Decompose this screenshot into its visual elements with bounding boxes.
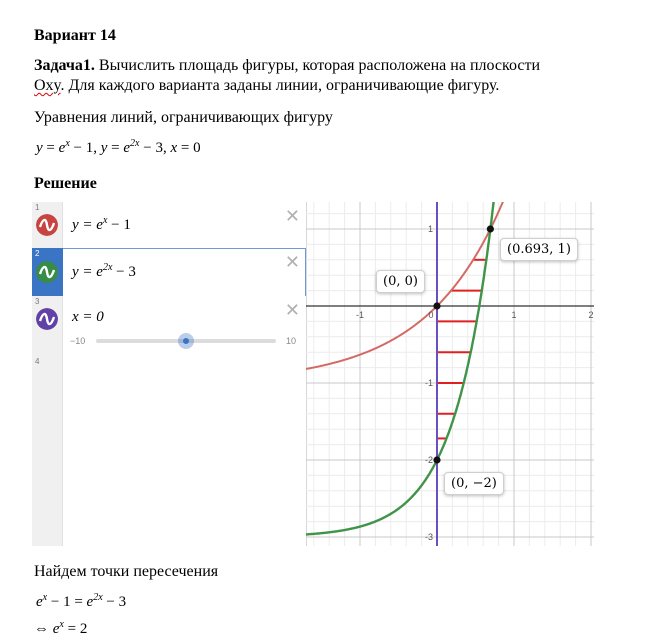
curve-red-icon bbox=[36, 214, 58, 236]
expression-row-2[interactable]: 2 $y = e^{2x} - 3$ ✕ bbox=[32, 248, 306, 297]
intersection-point-1[interactable] bbox=[433, 302, 440, 309]
point-label-lower[interactable]: (0, −2) bbox=[444, 472, 504, 495]
expression-2: $y = e^{2x} - 3$ bbox=[72, 262, 136, 280]
y-tick-1: 1 bbox=[427, 224, 433, 234]
curve-purple-icon bbox=[36, 308, 58, 330]
slider-min-label: −10 bbox=[70, 336, 86, 346]
expression-3: x = 0 bbox=[72, 309, 104, 325]
equations-line: $y = e^x - 1$, $y = e^{2x} - 3$, x = 0 bbox=[36, 138, 201, 156]
delete-expression-1-icon[interactable]: ✕ bbox=[284, 206, 300, 226]
expression-row-1[interactable]: 1 $y = e^x - 1$ ✕ bbox=[32, 202, 306, 249]
delete-expression-3-icon[interactable]: ✕ bbox=[284, 300, 300, 320]
task-oxy: Oxy bbox=[34, 77, 61, 94]
x-tick-2: 2 bbox=[588, 310, 594, 320]
y-tick-neg3: -3 bbox=[424, 532, 433, 542]
point-label-upper[interactable]: (0.693, 1) bbox=[500, 238, 578, 261]
x-tick-neg1: -1 bbox=[355, 310, 365, 320]
y-tick-neg1: -1 bbox=[424, 378, 433, 388]
intersection-point-2[interactable] bbox=[487, 225, 494, 232]
expression-row-3[interactable]: 3 x = 0 ✕ bbox=[32, 296, 306, 357]
equations-intro: Уравнения линий, ограничивающих фигуру bbox=[34, 109, 333, 126]
intersections-eq-1: $e^x - 1 = e^{2x} - 3$ bbox=[36, 592, 127, 610]
slider-max-label: 10 bbox=[286, 336, 297, 346]
intersection-points bbox=[433, 225, 494, 463]
intersection-point-3[interactable] bbox=[433, 456, 440, 463]
intersections-title: Найдем точки пересечения bbox=[34, 563, 219, 580]
intersections-eq-2: ⇔ $e^x = 2$ bbox=[34, 619, 88, 637]
curve-green-icon bbox=[36, 261, 58, 283]
x-tick-1: 1 bbox=[511, 310, 517, 320]
task-text-1: Вычислить площадь фигуры, которая расположена на плоскости bbox=[94, 57, 541, 74]
task-text-2: . Для каждого варианта заданы линии, ограничивающие фигуру. bbox=[60, 77, 500, 94]
expression-panel bbox=[32, 202, 307, 546]
expression-row-4[interactable]: 4 bbox=[32, 356, 306, 546]
slider-knob[interactable] bbox=[178, 333, 194, 349]
expression-1: $y = e^x - 1$ bbox=[72, 215, 131, 233]
variant-heading: Вариант 14 bbox=[34, 27, 116, 44]
x-tick-0: 0 bbox=[428, 310, 434, 320]
point-label-origin[interactable]: (0, 0) bbox=[376, 270, 425, 293]
solution-heading: Решение bbox=[34, 175, 97, 192]
task-statement bbox=[34, 56, 634, 96]
area-hatching bbox=[437, 260, 486, 439]
task-label: Задача1. bbox=[34, 57, 95, 74]
delete-expression-2-icon[interactable]: ✕ bbox=[284, 252, 300, 272]
y-tick-neg2: -2 bbox=[424, 455, 433, 465]
